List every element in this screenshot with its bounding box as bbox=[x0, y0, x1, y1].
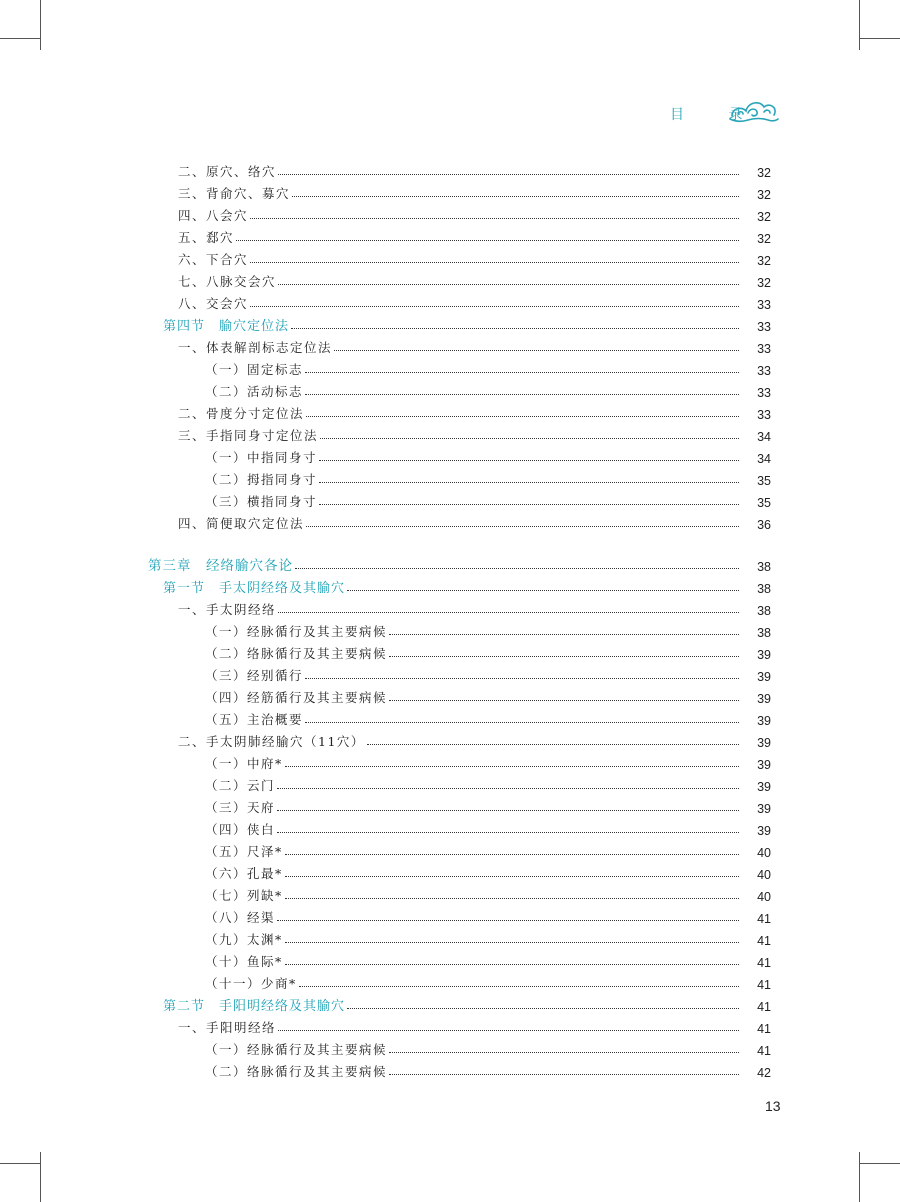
toc-entry-page: 34 bbox=[757, 452, 771, 466]
toc-entry-page: 39 bbox=[757, 758, 771, 772]
toc-entry-label: 三、手指同身寸定位法 bbox=[178, 428, 319, 443]
leader-dots bbox=[389, 1052, 739, 1053]
toc-entry-page: 39 bbox=[757, 736, 771, 750]
toc-entry[interactable] bbox=[178, 158, 771, 180]
toc-entry-label: （三）经别循行 bbox=[205, 668, 304, 683]
leader-dots bbox=[250, 306, 739, 307]
toc-entry-page: 36 bbox=[757, 518, 771, 532]
leader-dots bbox=[285, 898, 739, 899]
toc-entry[interactable] bbox=[178, 290, 771, 312]
toc-entry[interactable] bbox=[205, 882, 771, 904]
toc-entry-label: （四）侠白 bbox=[205, 822, 276, 837]
toc-entry-page: 33 bbox=[757, 320, 771, 334]
leader-dots bbox=[277, 810, 739, 811]
toc-entry[interactable] bbox=[205, 904, 771, 926]
leader-dots bbox=[278, 174, 739, 175]
toc-entry[interactable] bbox=[178, 224, 771, 246]
toc-entry-label: （四）经筋循行及其主要病候 bbox=[205, 690, 388, 705]
leader-dots bbox=[334, 350, 739, 351]
leader-dots bbox=[319, 460, 739, 461]
toc-entry-label: 三、背俞穴、募穴 bbox=[178, 186, 291, 201]
toc-entry-page: 38 bbox=[757, 560, 771, 574]
toc-entry-label: （二）拇指同身寸 bbox=[205, 472, 318, 487]
toc-entry[interactable] bbox=[205, 750, 771, 772]
leader-dots bbox=[250, 218, 739, 219]
leader-dots bbox=[319, 504, 739, 505]
leader-dots bbox=[389, 700, 739, 701]
leader-dots bbox=[299, 986, 739, 987]
crop-mark bbox=[860, 1163, 900, 1164]
leader-dots bbox=[278, 612, 739, 613]
toc-entry[interactable] bbox=[205, 706, 771, 728]
leader-dots bbox=[277, 920, 739, 921]
toc-entry-page: 41 bbox=[757, 1044, 771, 1058]
toc-entry-label: （五）主治概要 bbox=[205, 712, 304, 727]
toc-entry-label: 四、八会穴 bbox=[178, 208, 249, 223]
toc-entry-page: 38 bbox=[757, 582, 771, 596]
toc-entry-label: （二）云门 bbox=[205, 778, 276, 793]
leader-dots bbox=[278, 1030, 739, 1031]
toc-entry-page: 40 bbox=[757, 868, 771, 882]
toc-entry-label: （一）中指同身寸 bbox=[205, 450, 318, 465]
leader-dots bbox=[306, 526, 739, 527]
toc-entry[interactable] bbox=[178, 728, 771, 750]
toc-entry[interactable] bbox=[205, 444, 771, 466]
toc-entry-label: 四、简便取穴定位法 bbox=[178, 516, 305, 531]
toc-entry[interactable] bbox=[178, 268, 771, 290]
toc-entry-label: （一）经脉循行及其主要病候 bbox=[205, 1042, 388, 1057]
crop-mark bbox=[40, 0, 41, 50]
toc-entry[interactable] bbox=[205, 1058, 771, 1080]
leader-dots bbox=[285, 854, 739, 855]
toc-entry-label: （三）天府 bbox=[205, 800, 276, 815]
toc-entry-page: 39 bbox=[757, 780, 771, 794]
toc-entry-label: （八）经渠 bbox=[205, 910, 276, 925]
crop-mark bbox=[0, 38, 40, 39]
toc-entry-page: 39 bbox=[757, 802, 771, 816]
leader-dots bbox=[305, 722, 739, 723]
toc-entry[interactable] bbox=[178, 334, 771, 356]
leader-dots bbox=[319, 482, 739, 483]
toc-entry-label: （二）络脉循行及其主要病候 bbox=[205, 646, 388, 661]
toc-entry[interactable] bbox=[178, 202, 771, 224]
toc-entry-page: 39 bbox=[757, 692, 771, 706]
leader-dots bbox=[347, 1008, 739, 1009]
toc-entry-label: （五）尺泽* bbox=[205, 844, 283, 859]
toc-entry-page: 32 bbox=[757, 166, 771, 180]
leader-dots bbox=[389, 634, 739, 635]
toc-entry[interactable] bbox=[163, 992, 771, 1014]
toc-entry-page: 33 bbox=[757, 342, 771, 356]
toc-entry-page: 35 bbox=[757, 496, 771, 510]
leader-dots bbox=[236, 240, 739, 241]
toc-entry[interactable] bbox=[178, 422, 771, 444]
toc-entry-page: 41 bbox=[757, 978, 771, 992]
page-number: 13 bbox=[765, 1098, 781, 1114]
leader-dots bbox=[292, 196, 739, 197]
toc-entry[interactable] bbox=[205, 838, 771, 860]
toc-entry[interactable] bbox=[205, 378, 771, 400]
toc-entry-label: （二）络脉循行及其主要病候 bbox=[205, 1064, 388, 1079]
toc-entry-label: 一、体表解剖标志定位法 bbox=[178, 340, 333, 355]
toc-entry[interactable] bbox=[205, 356, 771, 378]
toc-entry-page: 32 bbox=[757, 210, 771, 224]
toc-entry-label: 二、骨度分寸定位法 bbox=[178, 406, 305, 421]
toc-entry-label: 二、原穴、络穴 bbox=[178, 164, 277, 179]
leader-dots bbox=[367, 744, 739, 745]
running-header bbox=[640, 96, 790, 136]
crop-mark bbox=[0, 1163, 40, 1164]
crop-mark bbox=[860, 38, 900, 39]
leader-dots bbox=[389, 656, 739, 657]
toc-entry-label: 第四节 腧穴定位法 bbox=[163, 319, 290, 334]
toc-entry[interactable] bbox=[178, 596, 771, 618]
leader-dots bbox=[389, 1074, 739, 1075]
toc-entry-page: 33 bbox=[757, 386, 771, 400]
toc-entry-page: 32 bbox=[757, 254, 771, 268]
cloud-ornament-icon bbox=[728, 92, 780, 126]
toc-entry-page: 41 bbox=[757, 1000, 771, 1014]
toc-entry[interactable] bbox=[178, 400, 771, 422]
leader-dots bbox=[305, 394, 739, 395]
toc-entry-page: 41 bbox=[757, 1022, 771, 1036]
toc-entry-page: 40 bbox=[757, 846, 771, 860]
toc-entry-page: 42 bbox=[757, 1066, 771, 1080]
toc-entry-label: 第三章 经络腧穴各论 bbox=[148, 558, 293, 574]
toc-entry-page: 32 bbox=[757, 232, 771, 246]
toc-entry[interactable] bbox=[205, 488, 771, 510]
toc-entry-page: 41 bbox=[757, 956, 771, 970]
toc-entry-label: 五、郄穴 bbox=[178, 230, 235, 245]
leader-dots bbox=[306, 416, 739, 417]
leader-dots bbox=[277, 832, 739, 833]
toc-entry-label: （六）孔最* bbox=[205, 866, 283, 881]
toc-entry-page: 40 bbox=[757, 890, 771, 904]
leader-dots bbox=[291, 328, 739, 329]
leader-dots bbox=[320, 438, 739, 439]
leader-dots bbox=[250, 262, 739, 263]
toc-entry-page: 33 bbox=[757, 364, 771, 378]
leader-dots bbox=[285, 942, 739, 943]
crop-mark bbox=[40, 1152, 41, 1202]
toc-entry[interactable] bbox=[178, 1014, 771, 1036]
toc-entry[interactable] bbox=[178, 510, 771, 532]
toc-entry-page: 39 bbox=[757, 670, 771, 684]
toc-entry[interactable] bbox=[205, 816, 771, 838]
leader-dots bbox=[305, 372, 739, 373]
toc-entry-label: 八、交会穴 bbox=[178, 296, 249, 311]
toc-entry[interactable] bbox=[205, 618, 771, 640]
toc-entry-label: 第二节 手阳明经络及其腧穴 bbox=[163, 999, 346, 1014]
leader-dots bbox=[278, 284, 739, 285]
toc-entry[interactable] bbox=[178, 180, 771, 202]
toc-entry[interactable] bbox=[163, 312, 771, 334]
toc-entry[interactable] bbox=[205, 684, 771, 706]
crop-mark bbox=[859, 0, 860, 50]
toc-entry-label: 二、手太阴肺经腧穴（11穴） bbox=[178, 734, 365, 749]
toc-entry-page: 35 bbox=[757, 474, 771, 488]
toc-entry-label: 第一节 手太阴经络及其腧穴 bbox=[163, 581, 346, 596]
toc-entry-page: 33 bbox=[757, 408, 771, 422]
toc-entry-label: 六、下合穴 bbox=[178, 252, 249, 267]
toc-entry[interactable] bbox=[205, 466, 771, 488]
toc-entry[interactable] bbox=[205, 662, 771, 684]
toc-entry-page: 33 bbox=[757, 298, 771, 312]
leader-dots bbox=[285, 766, 739, 767]
toc-entry-label: （七）列缺* bbox=[205, 888, 283, 903]
leader-dots bbox=[277, 788, 739, 789]
toc-entry-label: 七、八脉交会穴 bbox=[178, 274, 277, 289]
toc-entry[interactable] bbox=[205, 794, 771, 816]
toc-entry[interactable] bbox=[163, 574, 771, 596]
crop-mark bbox=[859, 1152, 860, 1202]
toc-entry-page: 38 bbox=[757, 604, 771, 618]
toc-entry-page: 38 bbox=[757, 626, 771, 640]
leader-dots bbox=[305, 678, 739, 679]
toc-entry-label: （三）横指同身寸 bbox=[205, 494, 318, 509]
leader-dots bbox=[347, 590, 739, 591]
leader-dots bbox=[285, 964, 739, 965]
toc-entry-label: （一）中府* bbox=[205, 756, 283, 771]
toc-entry-label: （十）鱼际* bbox=[205, 954, 283, 969]
toc-entry-label: （一）固定标志 bbox=[205, 362, 304, 377]
leader-dots bbox=[285, 876, 739, 877]
toc-entry-label: （二）活动标志 bbox=[205, 384, 304, 399]
toc-entry-page: 41 bbox=[757, 934, 771, 948]
toc-entry[interactable] bbox=[205, 948, 771, 970]
header-title: 目 录 bbox=[670, 107, 763, 123]
toc-entry-page: 39 bbox=[757, 824, 771, 838]
leader-dots bbox=[295, 568, 739, 569]
toc-entry[interactable] bbox=[205, 970, 771, 992]
toc-entry-page: 39 bbox=[757, 648, 771, 662]
toc-entry-label: （十一）少商* bbox=[205, 976, 297, 991]
toc-entry-page: 32 bbox=[757, 188, 771, 202]
toc-entry-label: 一、手太阴经络 bbox=[178, 602, 277, 617]
toc-entry[interactable] bbox=[205, 1036, 771, 1058]
toc-entry-page: 34 bbox=[757, 430, 771, 444]
toc-entry[interactable] bbox=[205, 860, 771, 882]
toc-entry[interactable] bbox=[148, 552, 771, 574]
toc-entry[interactable] bbox=[205, 772, 771, 794]
toc-entry-label: （九）太渊* bbox=[205, 932, 283, 947]
toc-entry-page: 32 bbox=[757, 276, 771, 290]
toc-entry-label: 一、手阳明经络 bbox=[178, 1020, 277, 1035]
toc-entry[interactable] bbox=[178, 246, 771, 268]
toc-entry[interactable] bbox=[205, 926, 771, 948]
toc-entry[interactable] bbox=[205, 640, 771, 662]
toc-entry-page: 41 bbox=[757, 912, 771, 926]
toc-entry-label: （一）经脉循行及其主要病候 bbox=[205, 624, 388, 639]
toc-entry-page: 39 bbox=[757, 714, 771, 728]
